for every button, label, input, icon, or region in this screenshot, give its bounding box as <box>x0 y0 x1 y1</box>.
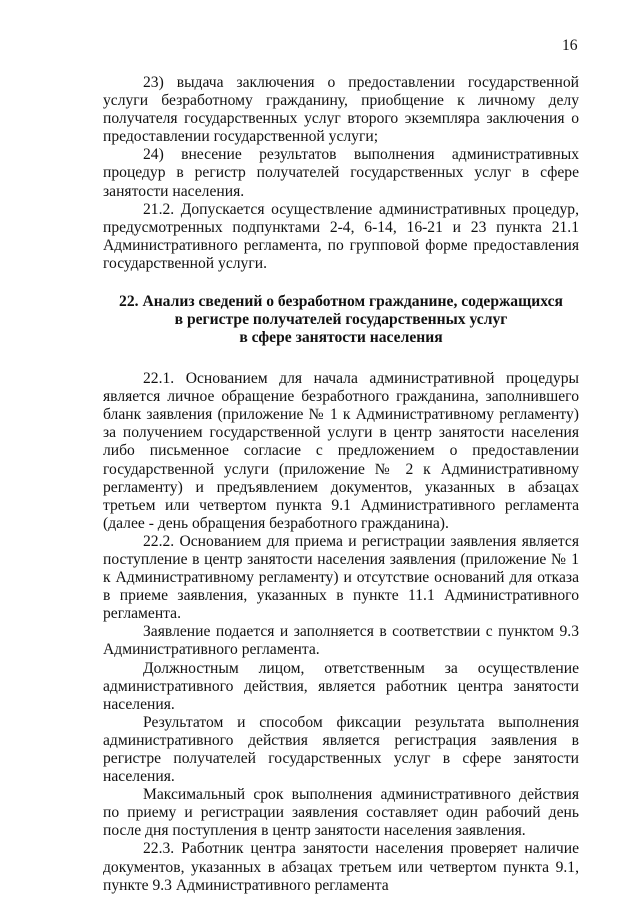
paragraph-max-duration: Максимальный срок выполнения административного действия по приему и регистрации заявления составляет один рабочий день после дня поступления в центр занятости населения заявления. <box>103 786 579 840</box>
section-heading-line: 22. Анализ сведений о безработном гражданине, содержащихся <box>119 293 563 311</box>
document-body <box>103 74 579 895</box>
section-heading-line: в регистре получателей государственных услуг <box>174 311 508 329</box>
paragraph-21-2: 21.2. Допускается осуществление административных процедур, предусмотренных подпунктами 2-4, 6-14, 16-21 и 23 пункта 21.1 Административного регламента, по групповой форме предоставления государственной услуги. <box>103 200 579 272</box>
paragraph-responsible-official: Должностным лицом, ответственным за осуществление административного действия, является работник центра занятости населения. <box>103 659 579 713</box>
paragraph-item-24: 24) внесение результатов выполнения административных процедур в регистр получателей государственных услуг в сфере занятости населения. <box>103 146 579 200</box>
page-number: 16 <box>562 37 578 54</box>
section-heading <box>103 293 579 347</box>
paragraph-item-23: 23) выдача заключения о предоставлении государственной услуги безработному гражданину, приобщение к личному делу получателя государственных услуг второго экземпляра заключения о предоставлении государственной услуги; <box>103 74 579 146</box>
paragraph-application-submission: Заявление подается и заполняется в соответствии с пунктом 9.3 Административного регламента. <box>103 623 579 659</box>
section-heading-line: в сфере занятости населения <box>239 329 443 347</box>
paragraph-result-fixation: Результатом и способом фиксации результата выполнения административного действия является регистрация заявления в регистре получателей государственных услуг в сфере занятости населения. <box>103 713 579 786</box>
paragraph-22-2: 22.2. Основанием для приема и регистрации заявления является поступление в центр занятости населения заявления (приложение № 1 к Административному регламенту) и отсутствие оснований для отказа в приеме заявления, указанных в пункте 11.1 Административного регламента. <box>103 532 579 623</box>
paragraph-22-1: 22.1. Основанием для начала административной процедуры является личное обращение безработного гражданина, заполнившего бланк заявления (приложение № 1 к Административному регламенту) за получением государственной услуги в центр занятости населения либо письменное согласие с предложением о предоставлении государственной услуги (приложение № 2 к Административному регламенту) и предъявлением документов, указанных в абзацах третьем или четвертом пункта 9.1 Административного регламента (далее - день обращения безработного гражданина). <box>103 370 579 532</box>
paragraph-22-3: 22.3. Работник центра занятости населения проверяет наличие документов, указанных в абзацах третьем или четвертом пункта 9.1, пункте 9.3 Административного регламента <box>103 840 579 894</box>
